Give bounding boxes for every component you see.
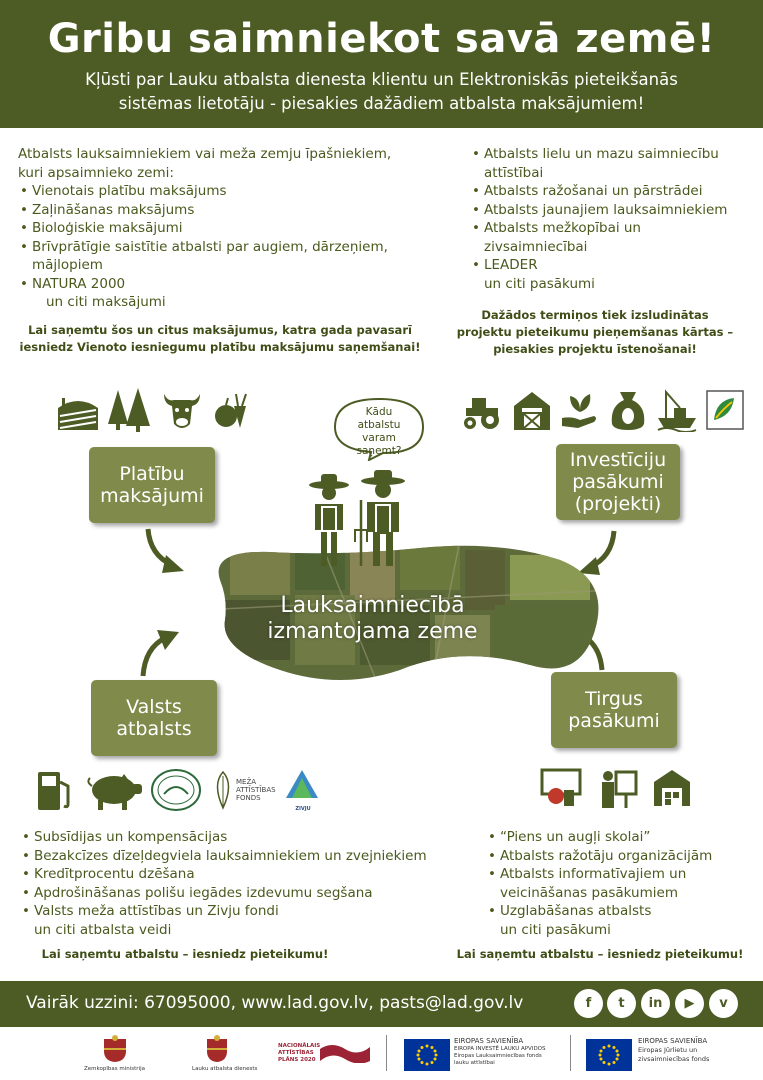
speech-bubble-text: [343, 406, 415, 458]
nap-flag-icon: [320, 1041, 370, 1063]
land-label-line: izmantojama zeme: [267, 619, 478, 644]
box-line: atbalsts: [116, 718, 192, 740]
list-item: • Kredītprocentu dzēšana: [20, 865, 440, 884]
leaf-icon: [212, 770, 234, 810]
divider: [570, 1035, 571, 1071]
list-item: • Brīvprātīgie saistītie atbalsti par augiem, dārzeņiem,: [18, 238, 418, 257]
field-icon: [56, 388, 100, 432]
logo-line: Eiropas Jūrlietu un: [638, 1046, 698, 1054]
vimeo-icon[interactable]: v: [709, 989, 738, 1018]
list-item: • Bioloģiskie maksājumi: [18, 219, 418, 238]
eu-flag-icon: [586, 1039, 632, 1071]
bubble-line: atbalstu: [357, 419, 401, 431]
list-item: • Uzglabāšanas atbalsts: [486, 902, 756, 921]
school-board-apple-icon: [540, 768, 582, 808]
cow-icon: [160, 388, 204, 432]
facebook-icon[interactable]: f: [574, 989, 603, 1018]
list-item: • LEADER: [470, 256, 760, 275]
list-item: • Vienotais platību maksājums: [18, 182, 418, 201]
sponsor-logos: [0, 1027, 763, 1080]
note-line: Dažādos termiņos tiek izsludinātas: [481, 308, 709, 322]
note-line: projektu pieteikumu pieņemšanas kārtas –: [456, 325, 734, 339]
lad-coat-of-arms-icon: [204, 1035, 230, 1063]
list-item: • Atbalsts lielu un mazu saimniecību: [470, 145, 760, 164]
list-tail: un citi atbalsta veidi: [34, 921, 172, 938]
logo-line: lauku attīstībai: [454, 1060, 495, 1066]
note-line: piesakies projektu īstenošanai!: [493, 342, 697, 356]
note-line: iesniedz Vienoto iesniegumu platību maksājumu saņemšanai!: [19, 340, 421, 354]
bubble-line: Kādu: [365, 406, 393, 418]
logo-line: PLĀNS 2020: [278, 1057, 316, 1063]
box-line: Investīciju: [569, 449, 667, 471]
twitter-icon[interactable]: t: [607, 989, 636, 1018]
intro-line-2: kuri apsaimnieko zemi:: [18, 164, 174, 181]
list-item: • NATURA 2000: [18, 275, 418, 294]
presenter-icon: [598, 768, 638, 808]
forest-fund-logo: [212, 768, 276, 812]
eu-fund-1-text: [454, 1037, 564, 1067]
list-tail: un citi pasākumi: [500, 921, 611, 938]
list-item: • Atbalsts jaunajiem lauksaimniekiem: [470, 201, 760, 220]
fish-fund-logo: [284, 768, 322, 812]
list-item-continuation: veicināšanas pasākumiem: [500, 884, 678, 901]
right-top-section: [470, 145, 760, 293]
right-bottom-section: [486, 828, 756, 939]
logo-line: ATTĪSTĪBAS: [236, 786, 276, 794]
fish-fund-text: ZIVJU: [295, 806, 311, 812]
list-item-continuation: zivsaimniecībai: [484, 238, 588, 255]
list-item: • Atbalsts mežkopībai un: [470, 219, 760, 238]
area-icons-row: [56, 388, 252, 432]
barn-icon: [512, 388, 552, 432]
investment-icons-row: [460, 388, 744, 432]
list-tail: un citi pasākumi: [484, 275, 595, 292]
page-title: Gribu saimniekot savā zemē!: [47, 16, 716, 62]
list-item: • Subsīdijas un kompensācijas: [20, 828, 440, 847]
right-top-note: [440, 307, 750, 358]
market-measures-list: [486, 828, 756, 939]
subtitle-line-1: Kļūsti par Lauku atbalsta dienesta klientu un Elektroniskās pieteikšanās: [85, 70, 678, 89]
subtitle: [0, 68, 763, 116]
warehouse-icon: [652, 768, 692, 808]
state-support-list: [20, 828, 440, 939]
eu-flag-icon: [404, 1039, 450, 1071]
list-tail: un citi maksājumi: [46, 294, 166, 310]
box-line: maksājumi: [100, 485, 204, 507]
logo-line: zivsaimniecības fonds: [638, 1055, 710, 1063]
logo-line: NACIONĀLAIS: [278, 1043, 321, 1049]
left-bottom-section: [20, 828, 440, 939]
box-line: Valsts: [126, 696, 182, 718]
list-item: • “Piens un augļi skolai”: [486, 828, 756, 847]
bubble-line: saņemt?: [356, 445, 402, 457]
pig-icon: [86, 768, 144, 812]
fish-fund-icon: [284, 768, 320, 802]
insurance-seal-icon: [150, 768, 202, 812]
right-bottom-note: Lai saņemtu atbalstu – iesniedz pieteikumu!: [456, 947, 744, 961]
logo-line: Eiropas Lauksaimniecības fonds: [454, 1053, 542, 1059]
list-item: • Atbalsts ražotāju organizācijām: [486, 847, 756, 866]
list-item: • Valsts meža attīstības un Zivju fondi: [20, 902, 440, 921]
box-line: Tirgus: [585, 688, 643, 710]
linkedin-icon[interactable]: in: [641, 989, 670, 1018]
contact-info: Vairāk uzzini: 67095000, www.lad.gov.lv, pasts@lad.gov.lv: [26, 993, 524, 1013]
plant-hand-icon: [560, 388, 600, 432]
forest-icon: [106, 388, 154, 432]
state-support-box: [91, 680, 217, 756]
logo-line: EIROPA INVESTĒ LAUKU APVIDOS: [454, 1046, 546, 1052]
divider: [386, 1035, 387, 1071]
logo-line: MEŽA: [236, 778, 257, 786]
eu-fund-2-text: [638, 1037, 748, 1064]
state-icons-row: [36, 768, 322, 812]
land-label-line: Lauksaimniecībā: [280, 593, 465, 618]
investment-box: [556, 444, 680, 520]
footer-bar: [0, 981, 763, 1027]
list-item: • Apdrošināšanas polišu iegādes izdevumu segšana: [20, 884, 440, 903]
list-item: • Atbalsts ražošanai un pārstrādei: [470, 182, 760, 201]
bubble-line: varam: [362, 432, 396, 444]
fishing-boat-icon: [656, 388, 698, 432]
area-payments-box: [89, 447, 215, 523]
note-line: Lai saņemtu šos un citus maksājumus, katra gada pavasarī: [28, 323, 412, 337]
subtitle-line-2: sistēmas lietotāju - piesakies dažādiem atbalsta maksājumiem!: [118, 94, 645, 113]
header-banner: [0, 0, 763, 128]
logo-line: EIROPAS SAVIENĪBA: [454, 1037, 524, 1045]
leader-logo-icon: [706, 390, 744, 430]
arrow-up-right-icon: [135, 624, 185, 679]
nap-text: [278, 1043, 320, 1064]
left-top-section: [18, 145, 418, 312]
box-line: pasākumi: [568, 710, 660, 732]
ministry-text: Zemkopības ministrija: [84, 1066, 145, 1072]
area-payments-list: [18, 182, 418, 312]
left-top-note: [10, 322, 430, 356]
grain-sack-icon: [608, 388, 648, 432]
vegetables-icon: [212, 388, 252, 432]
forest-fund-text: [236, 778, 276, 802]
logo-line: ATTĪSTĪBAS: [278, 1050, 314, 1056]
youtube-icon[interactable]: ▶: [675, 989, 704, 1018]
left-bottom-note: Lai saņemtu atbalstu – iesniedz pieteikumu!: [41, 947, 329, 961]
latvia-coat-of-arms-icon: [100, 1035, 130, 1063]
arrow-down-right-icon: [140, 525, 190, 580]
box-line: pasākumi: [572, 471, 664, 493]
list-item-continuation: attīstībai: [484, 164, 544, 181]
farmers-icon: [303, 470, 413, 570]
list-item: • Bezakcīzes dīzeļdegviela lauksaimniekiem un zvejniekiem: [20, 847, 440, 866]
investment-list: [470, 145, 760, 293]
farmland-label: [200, 593, 545, 645]
box-line: Platību: [119, 463, 185, 485]
list-item-continuation: mājlopiem: [32, 257, 103, 273]
box-line: (projekti): [574, 493, 662, 515]
logo-line: EIROPAS SAVIENĪBA: [638, 1037, 708, 1045]
logo-line: FONDS: [236, 794, 261, 802]
tractor-icon: [460, 388, 504, 432]
list-item: • Zaļināšanas maksājums: [18, 201, 418, 220]
lad-text: Lauku atbalsta dienests: [192, 1066, 258, 1072]
fuel-pump-icon: [36, 768, 74, 812]
intro-line-1: Atbalsts lauksaimniekiem vai meža zemju īpašniekiem,: [18, 146, 392, 162]
list-item: • Atbalsts informatīvajiem un: [486, 865, 756, 884]
market-icons-row: [540, 768, 692, 808]
